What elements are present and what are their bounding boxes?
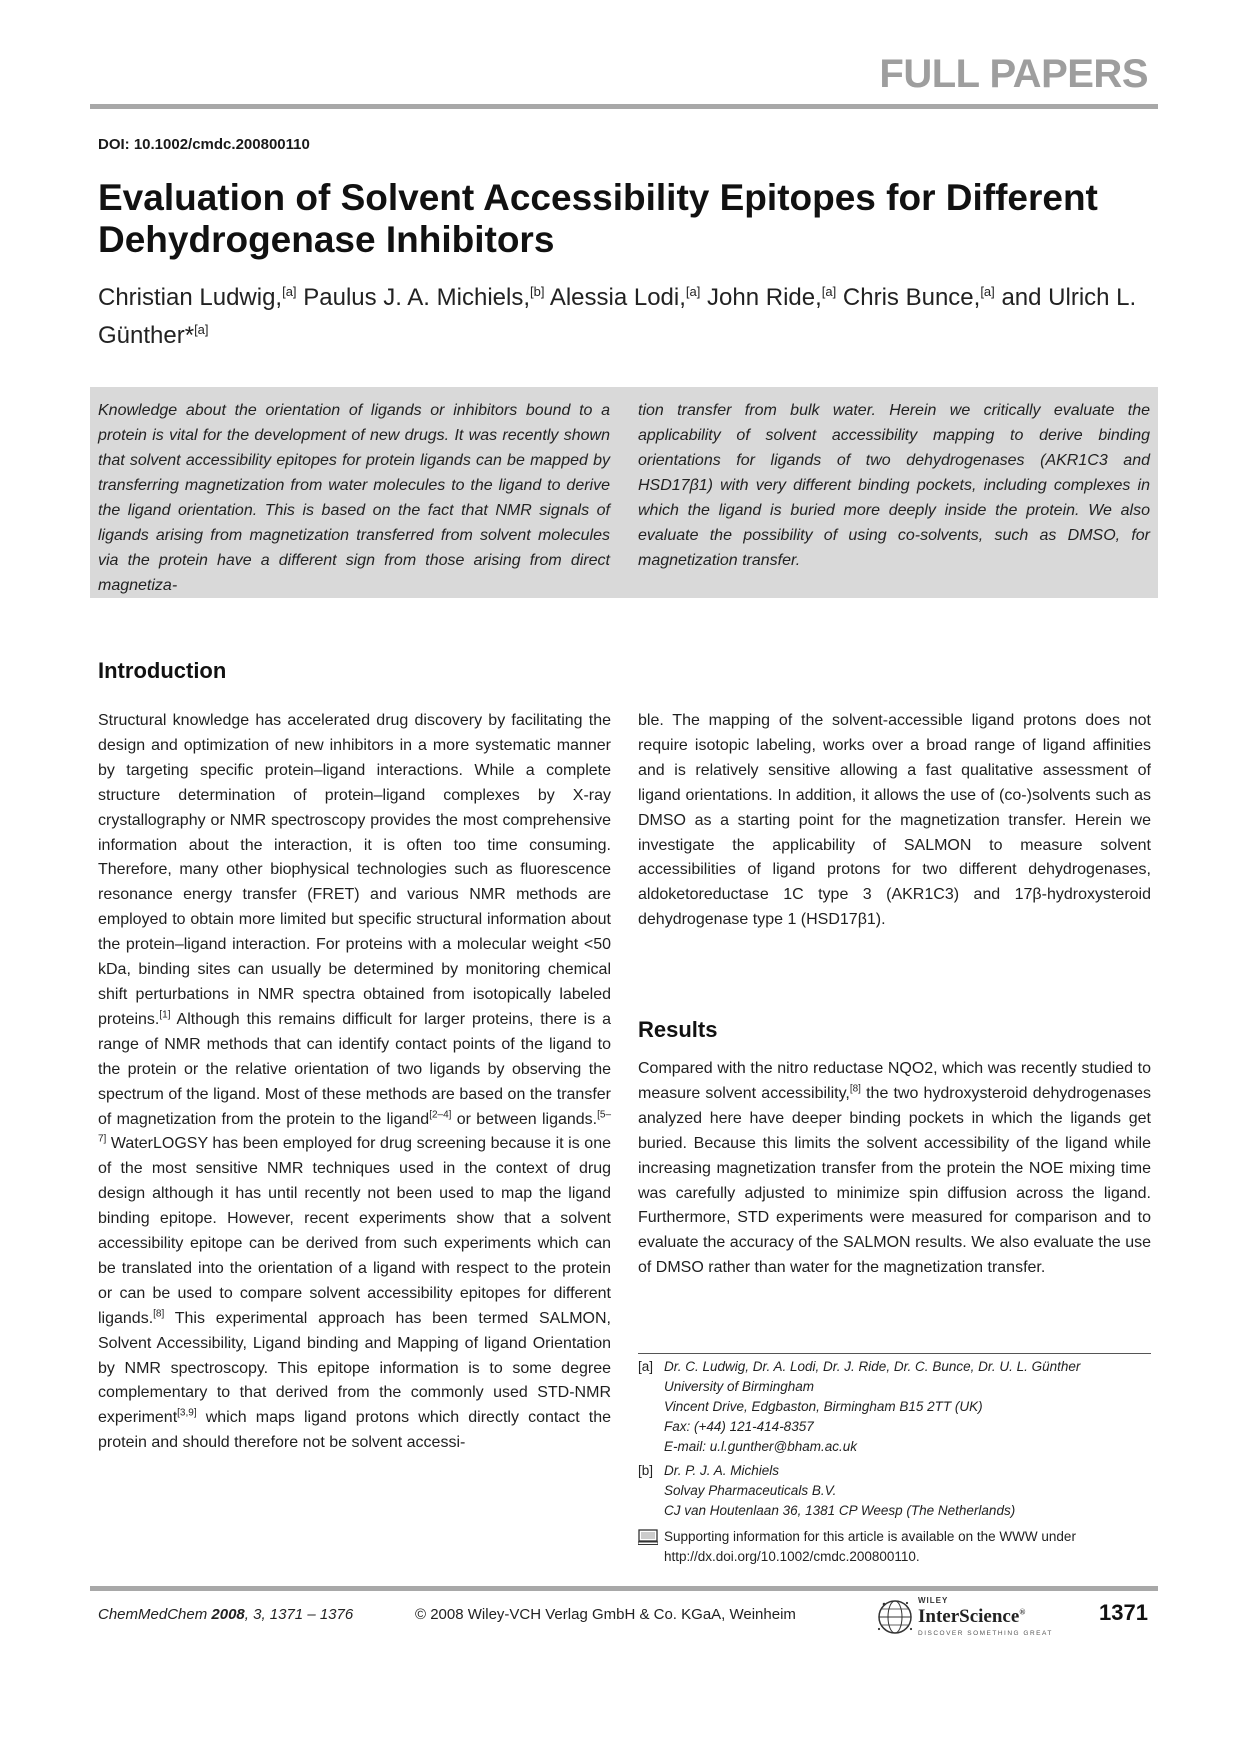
affiliation-rule: [638, 1353, 1151, 1354]
abstract-box: [90, 387, 1158, 598]
author: Paulus J. A. Michiels,: [303, 284, 530, 311]
affiliation-line: Vincent Drive, Edgbaston, Birmingham B15 2TT (UK): [664, 1399, 983, 1414]
abstract-right-column: tion transfer from bulk water. Herein we critically evaluate the applicability of solvent accessibility mapping to derive binding orientations for ligands of two dehydrogenases (AKR1C3 and HSD17β1) with very different binding pockets, including complexes in which the ligand is buried more deeply inside the protein. We also evaluate the possibility of using co-solvents, such as DMSO, for magnetization transfer.: [638, 402, 1150, 569]
affiliation-a: [638, 1357, 1080, 1457]
affiliation-line: Dr. C. Ludwig, Dr. A. Lodi, Dr. J. Ride, Dr. C. Bunce, Dr. U. L. Günther: [664, 1359, 1081, 1374]
journal-citation: [98, 1606, 353, 1623]
text-run: which maps ligand protons which directly contact the protein and should therefore not be solvent accessi-: [98, 1409, 611, 1452]
author: Alessia Lodi,: [549, 284, 686, 311]
globe-icon: [876, 1598, 914, 1636]
author-list: [98, 276, 1138, 352]
affiliation-mark: [a]: [685, 284, 701, 299]
author: Christian Ludwig,: [98, 284, 283, 311]
affiliation-mark: [a]: [821, 284, 837, 299]
affiliation-line: Fax: (+44) 121-414-8357: [664, 1419, 814, 1434]
introduction-paragraph: [98, 709, 611, 1456]
supporting-info-text: Supporting information for this article is available on the WWW under: [664, 1529, 1076, 1544]
affiliation-mark: [a]: [980, 284, 995, 299]
citation[interactable]: [8]: [153, 1308, 165, 1320]
article-title: Evaluation of Solvent Accessibility Epitopes for Different Dehydrogenase Inhibitors: [98, 177, 1098, 260]
citation[interactable]: [1]: [159, 1009, 171, 1021]
text-run: Structural knowledge has accelerated drug discovery by facilitating the design and optimization of new inhibitors in a more systematic manner by targeting specific protein–ligand interactions. While a complete structure determination of protein–ligand complexes by X-ray crystallography or NMR spectroscopy provides the most comprehensive information about the interaction, it is often too time consuming. Therefore, many other biophysical technologies such as fluorescence resonance energy transfer (FRET) and various NMR methods are employed to obtain more limited but specific structural information about the protein–ligand interaction. For proteins with a molecular weight <50 kDa, binding sites can usually be determined by monitoring chemical shift perturbations in NMR spectra obtained from isotopically labeled proteins.: [98, 712, 611, 1028]
affiliation-mark: [a]: [638, 1359, 654, 1374]
affiliation-b: [638, 1461, 1015, 1521]
citation[interactable]: [3,9]: [177, 1408, 197, 1420]
computer-icon: [638, 1529, 658, 1545]
introduction-paragraph-continued: ble. The mapping of the solvent-accessible ligand protons does not require isotopic labeling, works over a broad range of ligand affinities and is relatively sensitive allowing a fast qualitative assessment of ligand orientations. In addition, it allows the use of (co-)solvents such as DMSO as a starting point for the magnetization transfer. Herein we investigate the applicability of SALMON to measure solvent accessibilities of ligand protons for two different dehydrogenases, aldoketoreductase 1C type 3 (AKR1C3) and 17β-hydroxysteroid dehydrogenase type 1 (HSD17β1).: [638, 712, 1151, 929]
results-column: [638, 1057, 1151, 1281]
abstract-left-column: Knowledge about the orientation of ligands or inhibitors bound to a protein is vital for the development of new drugs. It was recently shown that solvent accessibility epitopes for protein ligands can be mapped by transferring magnetization from water molecules to the ligand to derive the ligand orientation. This is based on the fact that NMR signals of ligands arising from magnetization transferred from solvent molecules via the protein have a different sign from those arising from direct magnetiza-: [98, 402, 610, 594]
interscience-logo[interactable]: [876, 1596, 1053, 1642]
results-heading: Results: [638, 1017, 718, 1042]
affiliation-mark: [a]: [282, 284, 297, 299]
author: and Ulrich L. Günther*: [98, 284, 1137, 349]
copyright: © 2008 Wiley-VCH Verlag GmbH & Co. KGaA, Weinheim: [415, 1606, 796, 1623]
text-run: or between ligands.: [451, 1110, 598, 1128]
introduction-right-column: [638, 709, 1151, 933]
introduction-left-column: [98, 709, 611, 1456]
affiliation-mark: [a]: [194, 322, 209, 337]
citation[interactable]: [8]: [849, 1083, 861, 1095]
citation[interactable]: [5–7]: [98, 1109, 612, 1146]
citation[interactable]: [2–4]: [429, 1109, 452, 1121]
logo-wordmark: [918, 1606, 1025, 1628]
section-label: FULL PAPERS: [879, 52, 1148, 96]
introduction-heading: Introduction: [98, 658, 227, 683]
text-run: Although this remains difficult for larger proteins, there is a range of NMR methods that can identify contact points of the ligand to the protein or the relative orientation of two ligands by observing the spectrum of the ligand. Most of these methods are based on the transfer of magnetization from the protein to the ligand: [98, 1010, 611, 1128]
affiliation-mark: [b]: [638, 1463, 654, 1478]
journal-name: ChemMedChem: [98, 1606, 208, 1623]
results-paragraph: [638, 1057, 1151, 1281]
text-run: This experimental approach has been termed SALMON, Solvent Accessibility, Ligand binding and Mapping of ligand Orientation by NMR spectroscopy. This epitope information is to some degree complementary to that derived from the commonly used STD-NMR experiment: [98, 1309, 611, 1427]
logo-publisher: WILEY: [918, 1596, 949, 1605]
affiliation-line: University of Birmingham: [664, 1379, 815, 1394]
affiliation-line: Solvay Pharmaceuticals B.V.: [664, 1483, 837, 1498]
logo-tagline: DISCOVER SOMETHING GREAT: [918, 1630, 1053, 1637]
supporting-info-link[interactable]: http://dx.doi.org/10.1002/cmdc.200800110.: [664, 1549, 920, 1564]
doi[interactable]: DOI: 10.1002/cmdc.200800110: [98, 136, 310, 153]
author: John Ride,: [707, 284, 822, 311]
bottom-rule: [90, 1586, 1158, 1591]
text-run: WaterLOGSY has been employed for drug screening because it is one of the most sensitive NMR techniques used in the context of drug design although it has until recently not been used to map the ligand binding epitope. However, recent experiments show that a solvent accessibility epitope can be derived from such experiments which can be translated into the orientation of a ligand with respect to the protein or can be used to compare solvent accessibility epitopes for different ligands.: [98, 1135, 611, 1327]
volume-pages: , 3, 1371 – 1376: [244, 1606, 354, 1623]
logo-wordmark-text: InterScience: [918, 1606, 1020, 1627]
email-link[interactable]: E-mail: u.l.gunther@bham.ac.uk: [664, 1439, 858, 1454]
affiliation-mark: [b]: [530, 284, 545, 299]
author: Chris Bunce,: [842, 284, 981, 311]
text-run: the two hydroxysteroid dehydrogenases analyzed here have deeper binding pockets in which the ligands get buried. Because this limits the solvent accessibility of the ligand while increasing magnetization transfer from the protein the NOE mixing time was carefully adjusted to minimize spin diffusion across the ligand. Furthermore, STD experiments were measured for comparison and to evaluate the accuracy of the SALMON results. We also evaluate the use of DMSO rather than water for the magnetization transfer.: [638, 1084, 1152, 1277]
registered-mark: ®: [1019, 1607, 1026, 1617]
affiliation-line: CJ van Houtenlaan 36, 1381 CP Weesp (The Netherlands): [664, 1503, 1016, 1518]
supporting-info: [638, 1527, 1076, 1567]
affiliation-line: Dr. P. J. A. Michiels: [664, 1463, 780, 1478]
top-rule: [90, 104, 1158, 109]
text-run: Compared with the nitro reductase NQO2, which was recently studied to measure solvent accessibility,: [638, 1060, 1151, 1102]
journal-year: 2008: [211, 1606, 245, 1623]
page-number: 1371: [1099, 1600, 1148, 1625]
